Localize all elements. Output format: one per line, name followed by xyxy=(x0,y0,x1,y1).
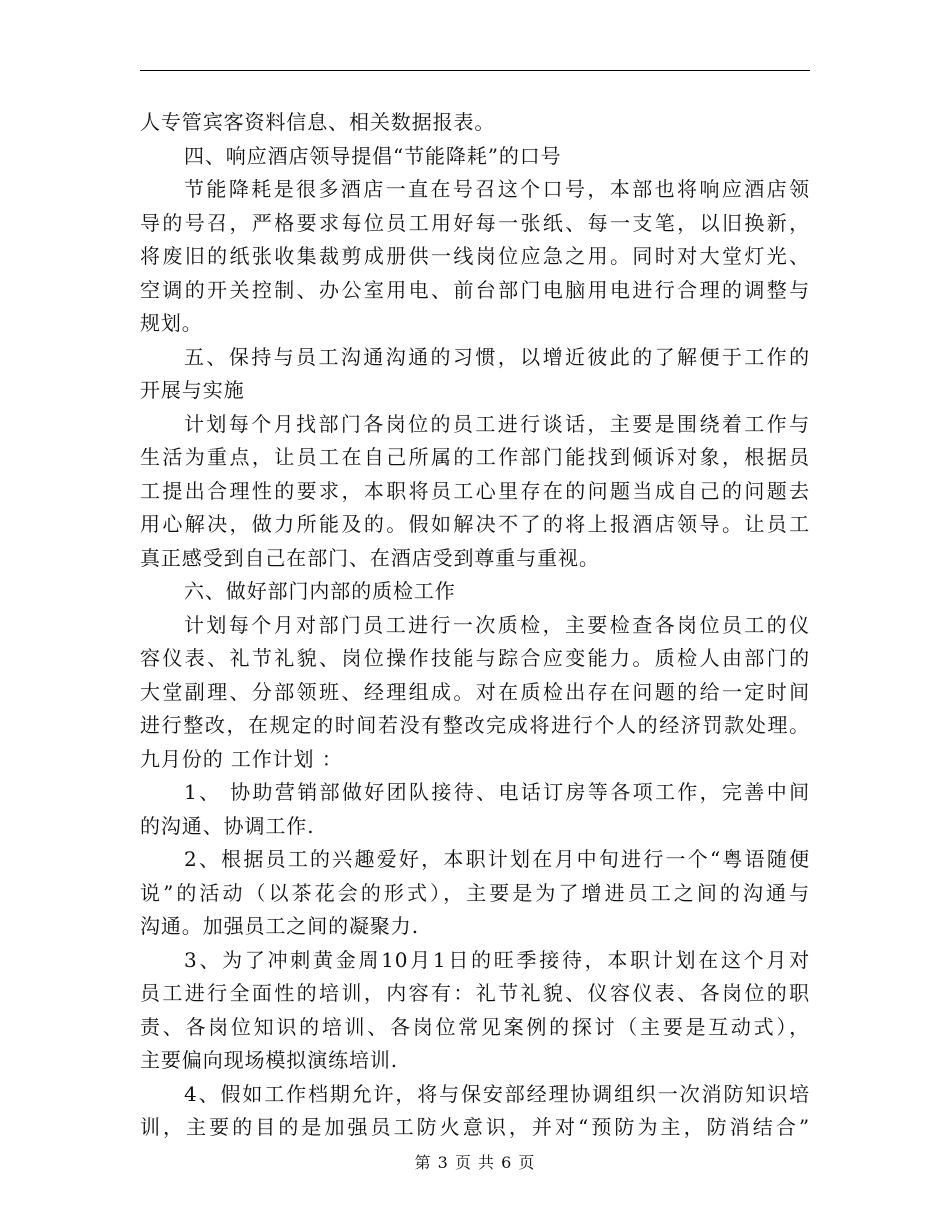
plan-item-2-cont: 说”的活动（以茶花会的形式），主要是为了增进员工之间的沟通与 xyxy=(140,880,810,905)
plan-item-3-cont: 责、各岗位知识的培训、各岗位常见案例的探讨（主要是互动式）， xyxy=(140,1014,810,1039)
paragraph-line: 大堂副理、分部领班、经理组成。对在质检出存在问题的给一定时间 xyxy=(140,679,810,704)
plan-item-1: 1、 协助营销部做好团队接待、电话订房等各项工作，完善中间 xyxy=(184,780,810,804)
paragraph-line: 用心解决，做力所能及的。假如解决不了的将上报酒店领导。让员工 xyxy=(140,512,810,536)
paragraph-line: 规划。 xyxy=(140,311,203,335)
section-heading-5: 五、保持与员工沟通沟通的习惯，以增近彼此的了解便于工作的 xyxy=(184,344,810,369)
section-heading-4: 四、响应酒店领导提倡“节能降耗”的口号 xyxy=(184,143,562,168)
plan-item-3-cont: 主要偏向现场模拟演练培训. xyxy=(140,1048,399,1072)
plan-item-2: 2、根据员工的兴趣爱好，本职计划在月中旬进行一个“粤语随便 xyxy=(184,847,810,871)
plan-item-3-cont: 员工进行全面性的培训，内容有：礼节礼貌、仪容仪表、各岗位的职 xyxy=(140,981,810,1005)
plan-heading: 九月份的 工作计划 ： xyxy=(140,746,343,771)
paragraph-line: 节能降耗是很多酒店一直在号召这个口号，本部也将响应酒店领 xyxy=(184,177,810,201)
paragraph-line: 真正感受到自己在部门、在酒店受到尊重与重视。 xyxy=(140,545,600,570)
paragraph-line: 导的号召，严格要求每位员工用好每一张纸、每一支笔，以旧换新， xyxy=(140,210,810,235)
paragraph-line: 工提出合理性的要求，本职将员工心里存在的问题当成自己的问题去 xyxy=(140,478,810,503)
plan-item-4-cont: 训，主要的目的是加强员工防火意识，并对“预防为主，防消结合” xyxy=(140,1115,810,1139)
document-body xyxy=(140,106,810,1145)
paragraph-line: 计划每个月对部门员工进行一次质检，主要检查各岗位员工的仪 xyxy=(184,612,810,637)
paragraph-line: 空调的开关控制、办公室用电、前台部门电脑用电进行合理的调整与 xyxy=(140,277,810,302)
plan-item-4: 4、假如工作档期允许，将与保安部经理协调组织一次消防知识培 xyxy=(184,1081,810,1106)
paragraph-line: 生活为重点，让员工在自己所属的工作部门能找到倾诉对象，根据员 xyxy=(140,445,810,469)
text-line: 人专管宾客资料信息、相关数据报表。 xyxy=(140,110,496,134)
plan-item-1-cont: 的沟通、协调工作. xyxy=(140,813,315,838)
paragraph-line: 计划每个月找部门各岗位的员工进行谈话，主要是围绕着工作与 xyxy=(184,411,810,436)
paragraph-line: 将废旧的纸张收集裁剪成册供一线岗位应急之用。同时对大堂灯光、 xyxy=(140,244,810,268)
paragraph-line: 容仪表、礼节礼貌、岗位操作技能与踪合应变能力。质检人由部门的 xyxy=(140,646,810,670)
page-number: 第 3 页 共 6 页 xyxy=(414,1153,536,1172)
plan-item-3: 3、为了冲刺黄金周10月1日的旺季接待，本职计划在这个月对 xyxy=(184,947,810,972)
section-heading-5-cont: 开展与实施 xyxy=(140,378,245,402)
plan-item-2-cont: 沟通。加强员工之间的凝聚力. xyxy=(140,914,419,938)
section-heading-6: 六、做好部门内部的质检工作 xyxy=(184,579,456,603)
paragraph-line: 进行整改，在规定的时间若没有整改完成将进行个人的经济罚款处理。 xyxy=(140,713,810,737)
header-rule xyxy=(140,70,810,71)
